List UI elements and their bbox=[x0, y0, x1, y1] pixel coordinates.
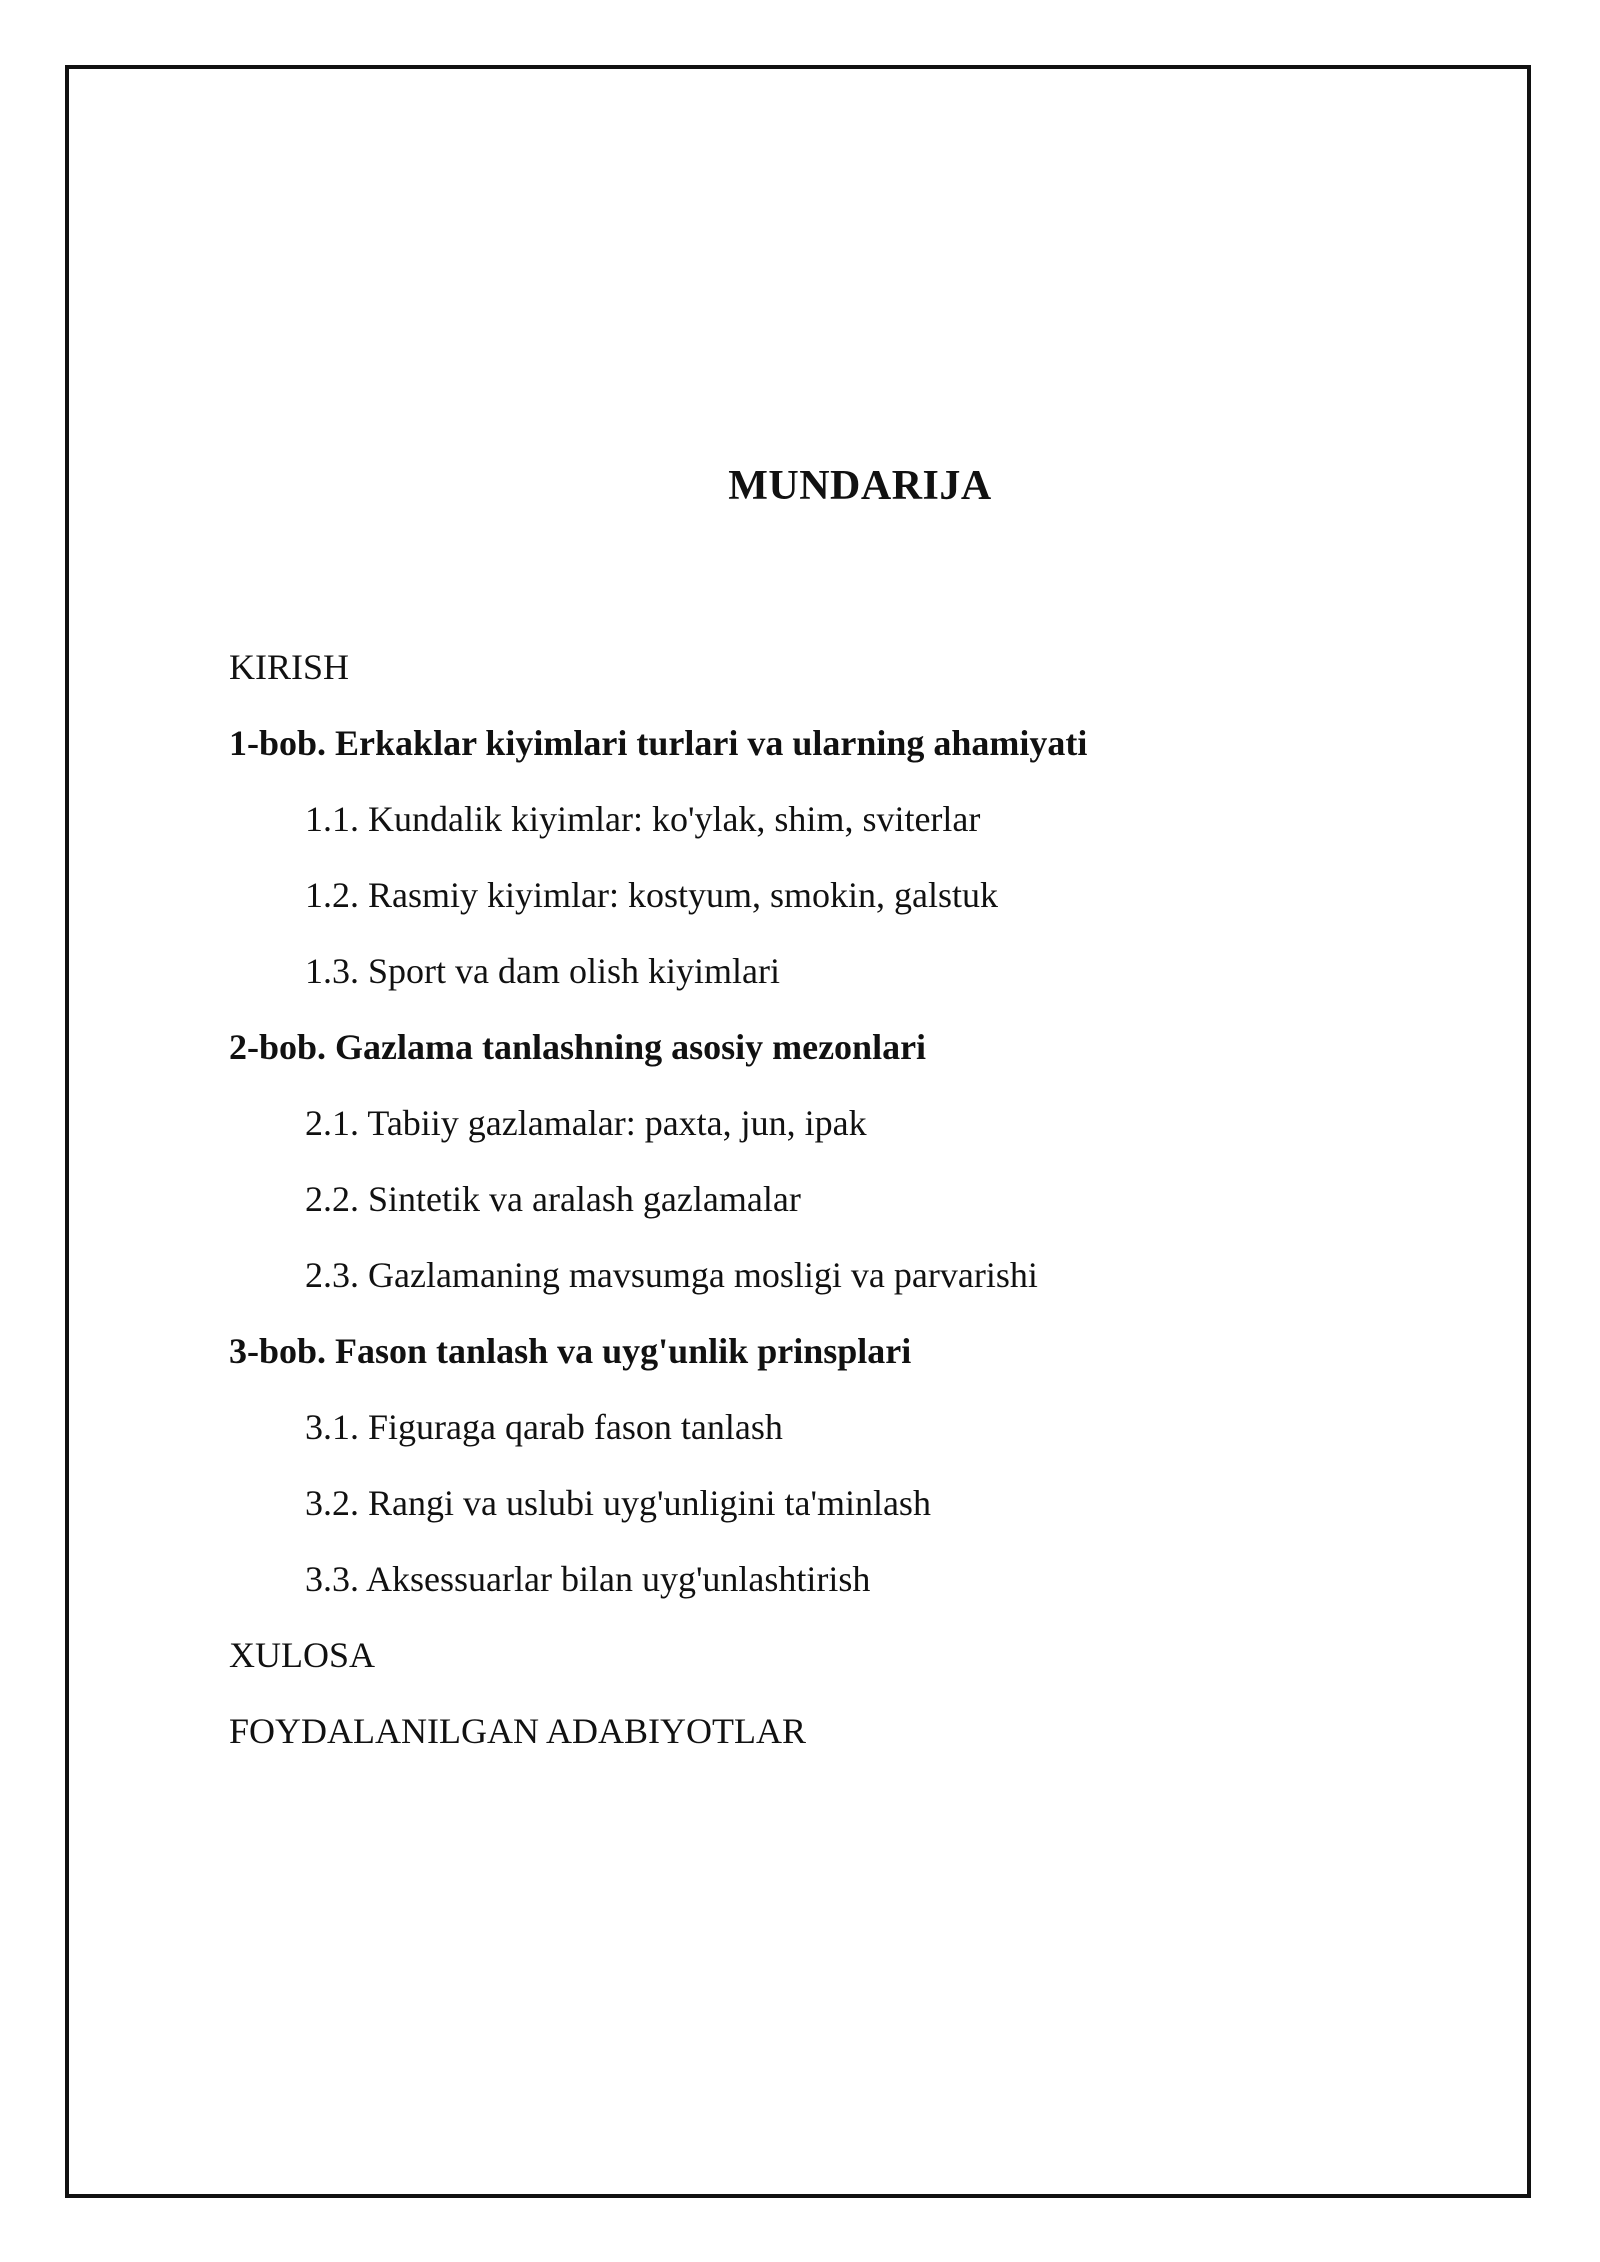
toc-chapter-1: 1-bob. Erkaklar kiyimlari turlari va ularning ahamiyati bbox=[229, 723, 1088, 763]
toc-item-introduction: KIRISH bbox=[229, 647, 350, 687]
toc-subsection-2-2: 2.2. Sintetik va aralash gazlamalar bbox=[305, 1179, 801, 1219]
toc-subsection-1-2: 1.2. Rasmiy kiyimlar: kostyum, smokin, galstuk bbox=[305, 875, 998, 915]
toc-subsection-3-3: 3.3. Aksessuarlar bilan uyg'unlashtirish bbox=[305, 1559, 871, 1599]
toc-subsection-1-1: 1.1. Kundalik kiyimlar: ko'ylak, shim, sviterlar bbox=[305, 799, 981, 839]
toc-subsection-2-1: 2.1. Tabiiy gazlamalar: paxta, jun, ipak bbox=[305, 1103, 867, 1143]
toc-item-conclusion: XULOSA bbox=[229, 1635, 376, 1675]
page-title: MUNDARIJA bbox=[728, 463, 992, 509]
toc-subsection-3-1: 3.1. Figuraga qarab fason tanlash bbox=[305, 1407, 783, 1447]
toc-subsection-3-2: 3.2. Rangi va uslubi uyg'unligini ta'minlash bbox=[305, 1483, 931, 1523]
toc-chapter-3: 3-bob. Fason tanlash va uyg'unlik prinsplari bbox=[229, 1331, 912, 1371]
table-of-contents bbox=[229, 640, 1479, 1780]
toc-subsection-1-3: 1.3. Sport va dam olish kiyimlari bbox=[305, 951, 780, 991]
toc-subsection-2-3: 2.3. Gazlamaning mavsumga mosligi va parvarishi bbox=[305, 1255, 1038, 1295]
toc-chapter-2: 2-bob. Gazlama tanlashning asosiy mezonlari bbox=[229, 1027, 927, 1067]
toc-item-references: FOYDALANILGAN ADABIYOTLAR bbox=[229, 1711, 806, 1751]
